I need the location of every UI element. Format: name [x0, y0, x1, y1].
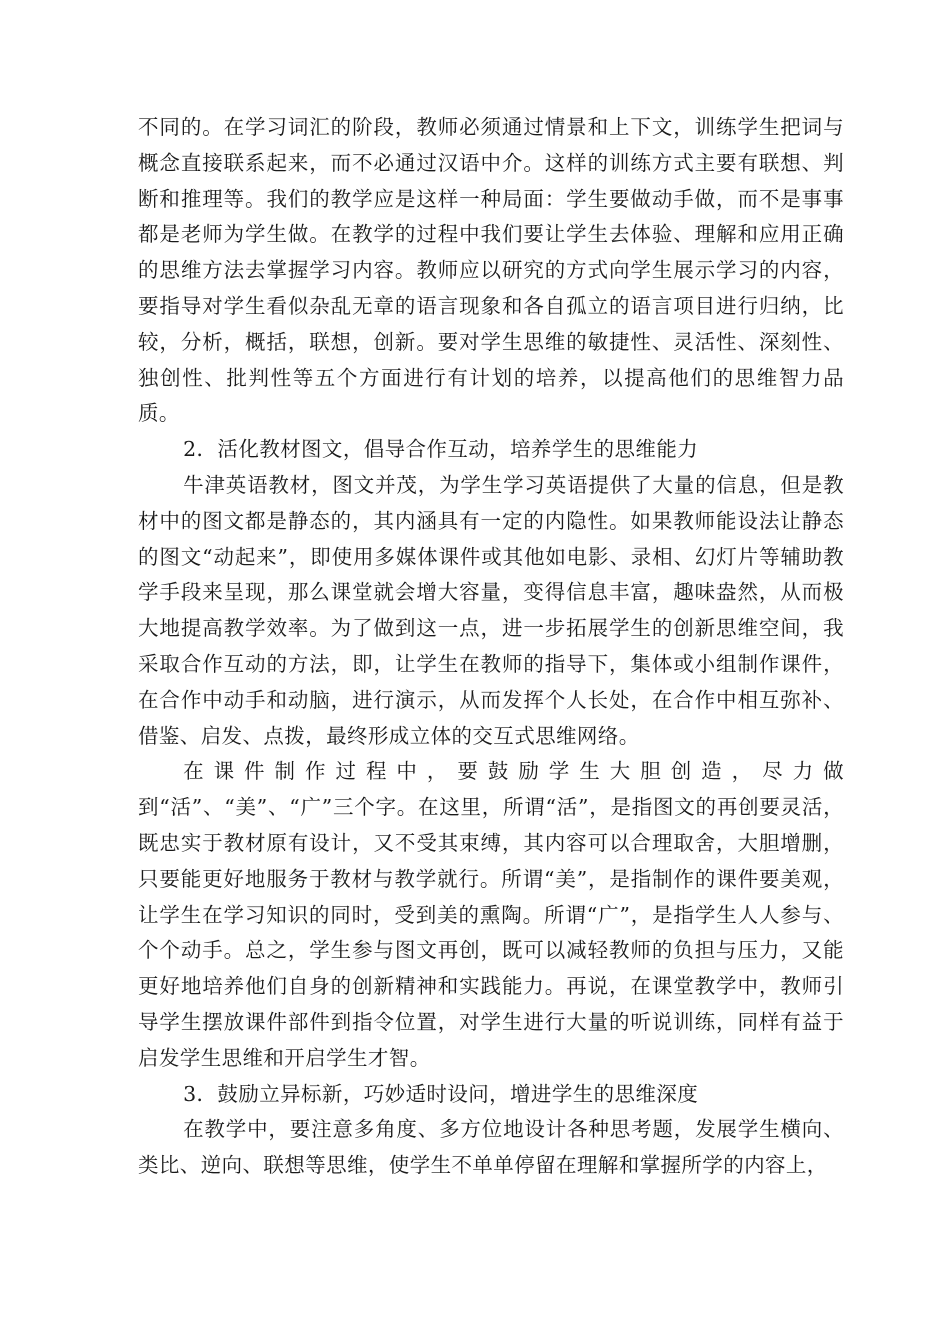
- document-page: [138, 110, 844, 1184]
- paragraph-2a: 牛津英语教材，图文并茂，为学生学习英语提供了大量的信息，但是教材中的图文都是静态的，其内涵具有一定的内隐性。如果教师能设法让静态的图文“动起来”，即使用多媒体课件或其他如电影、录相、幻灯片等辅助教学手段来呈现，那么课堂就会增大容量，变得信息丰富，趣味盎然，从而极大地提高教学效率。为了做到这一点，进一步拓展学生的创新思维空间，我采取合作互动的方法，即，让学生在教师的指导下，集体或小组制作课件，在合作中动手和动脑，进行演示，从而发挥个人长处，在合作中相互弥补、借鉴、启发、点拨，最终形成立体的交互式思维网络。: [138, 472, 844, 748]
- paragraph-2b: 在课件制作过程中，要鼓励学生大胆创造，尽力做到“活”、“美”、“广”三个字。在这里，所谓“活”，是指图文的再创要灵活，既忠实于教材原有设计，又不受其束缚，其内容可以合理取舍，大胆增删，只要能更好地服务于教材与教学就行。所谓“美”，是指制作的课件要美观，让学生在学习知识的同时，受到美的熏陶。所谓“广”，是指学生人人参与、个个动手。总之，学生参与图文再创，既可以减轻教师的负担与压力，又能更好地培养他们自身的创新精神和实践能力。再说，在课堂教学中，教师引导学生摆放课件部件到指令位置，对学生进行大量的听说训练，同样有益于启发学生思维和开启学生才智。: [138, 759, 844, 1070]
- section-heading-2: 2．活化教材图文，倡导合作互动，培养学生的思维能力: [183, 437, 699, 462]
- section-heading-3: 3．鼓励立异标新，巧妙适时设问，增进学生的思维深度: [183, 1081, 699, 1106]
- paragraph-3a: 在教学中，要注意多角度、多方位地设计各种思考题，发展学生横向、类比、逆向、联想等思维，使学生不单单停留在理解和掌握所学的内容上，: [138, 1117, 844, 1178]
- paragraph-continued: 不同的。在学习词汇的阶段，教师必须通过情景和上下文，训练学生把词与概念直接联系起来，而不必通过汉语中介。这样的训练方式主要有联想、判断和推理等。我们的教学应是这样一种局面：学生要做动手做，而不是事事都是老师为学生做。在教学的过程中我们要让学生去体验、理解和应用正确的思维方法去掌握学习内容。教师应以研究的方式向学生展示学习的内容，要指导对学生看似杂乱无章的语言现象和各自孤立的语言项目进行归纳，比较，分析，概括，联想，创新。要对学生思维的敏捷性、灵活性、深刻性、独创性、批判性等五个方面进行有计划的培养，以提高他们的思维智力品质。: [138, 115, 844, 426]
